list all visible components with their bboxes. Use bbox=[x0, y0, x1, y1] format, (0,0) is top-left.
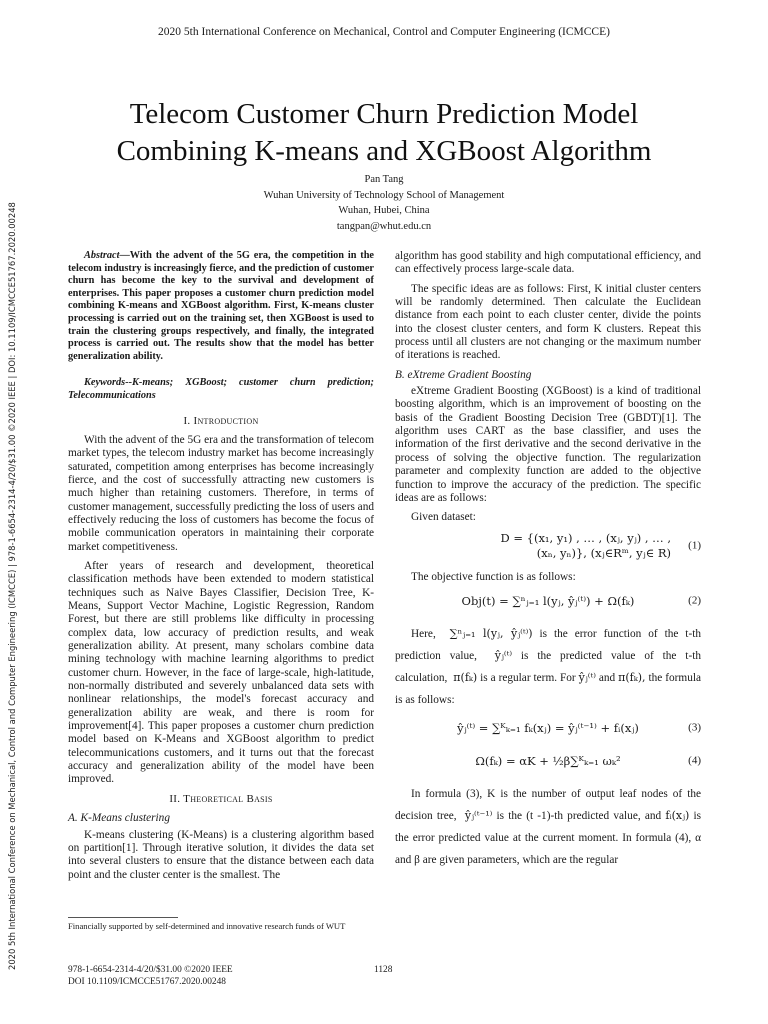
equation-2-body: Obj(t) = ∑ⁿⱼ₌₁ l(yⱼ, ŷⱼ⁽ᵗ⁾) + Ω(fₖ) bbox=[461, 593, 635, 608]
here-math-5: π(fₖ), bbox=[618, 670, 646, 684]
here-math-3: π(fₖ) bbox=[453, 670, 478, 684]
footnote-rule bbox=[68, 917, 178, 918]
left-column bbox=[68, 250, 374, 888]
equation-1-number: (1) bbox=[688, 539, 701, 552]
keywords bbox=[68, 377, 374, 402]
objective-function-intro: The objective function is as follows: bbox=[411, 570, 576, 583]
equation-2 bbox=[395, 590, 701, 613]
author-location: Wuhan, Hubei, China bbox=[338, 205, 430, 216]
final-math-1: ŷⱼ⁽ᵗ⁻¹⁾ bbox=[464, 808, 493, 822]
paper-title bbox=[40, 96, 728, 170]
here-text-2: is the error function of the t-th prediction value, bbox=[395, 627, 701, 662]
equation-4 bbox=[395, 750, 701, 773]
kmeans-ideas-paragraph: The specific ideas are as follows: First, K initial cluster centers will be randomly determined. Then calculate the Euclidean distance from each point to each cluster center, divide the points into the closest cluster centers, and form K clusters. Repeat this process until all clusters are not changing or the maximum number of iterations is reached. bbox=[395, 282, 701, 362]
subsection-heading-xgboost: B. eXtreme Gradient Boosting bbox=[395, 368, 532, 381]
abstract-text: —With the advent of the 5G era, the competition in the telecom industry is increasingly fierce, and the prediction of customer churn has become the key to the survival and development of enterprises. This paper proposes a customer churn prediction model combining K-means and XGBoost algorithm. First, K-means cluster processing is carried out on the training set, then XGBoost is used to train the clustering groups respectively, and finally, the integrated process is carried out. The results show that the model has better generalization ability. bbox=[68, 250, 374, 362]
final-text-1: In formula (3), K is the number of output leaf nodes of the decision tree, bbox=[395, 787, 701, 822]
title-line-2: Combining K-means and XGBoost Algorithm bbox=[116, 135, 652, 167]
section-heading-theoretical-basis: II. Theoretical Basis bbox=[169, 792, 273, 805]
page-number: 1128 bbox=[374, 965, 393, 975]
abstract bbox=[68, 250, 374, 363]
here-math-4: ŷⱼ⁽ᵗ⁾ bbox=[578, 670, 596, 684]
here-math-1: ∑ⁿⱼ₌₁ l(yⱼ, ŷⱼ⁽ᵗ⁾) bbox=[449, 626, 533, 640]
doi-line: DOI 10.1109/ICMCCE51767.2020.00248 bbox=[68, 976, 226, 987]
copyright-block bbox=[68, 965, 233, 988]
here-math-2: ŷⱼ⁽ᵗ⁾ bbox=[494, 648, 513, 662]
equation-2-number: (2) bbox=[688, 594, 701, 607]
keywords-lead: Keywords-- bbox=[84, 377, 133, 389]
kmeans-paragraph: K-means clustering (K-Means) is a clustering algorithm based on partition[1]. Through iterative solution, it divides the data set into several clusters to ensure that the distance between each data point and the cluster center is the smallest. The bbox=[68, 828, 374, 881]
final-text-2: is the (t -1)-th predicted value, and bbox=[492, 809, 662, 822]
equation-1 bbox=[395, 531, 701, 561]
author-affiliation: Wuhan University of Technology School of Management bbox=[263, 189, 505, 201]
footnote: Financially supported by self-determined and innovative research funds of WUT bbox=[68, 921, 346, 931]
equation-3-number: (3) bbox=[688, 721, 701, 734]
equation-1-line-1: D = {(x₁, y₁) , … , (xⱼ, yⱼ) , … , bbox=[500, 530, 671, 545]
abstract-lead: Abstract bbox=[84, 250, 120, 261]
intro-paragraph-2: After years of research and development, theoretical classification methods have been extended to modern statistical techniques such as Naive Bayes Classifier, Decision Tree, K-Means, Support Vector Machine, Logistic Regression, Random Forest, but there are still problems like difficulty in processing complex data, low accuracy of prediction results, and weak generalization ability. At present, many scholars combine data mining technology with machine learning algorithms to predict customer churn. However, in the face of large-scale, high-latitude, non-normally distributed and severely unbalanced data sets with nonlinear relationships, the model's forecast accuracy and generalization ability are weak, and there is room for improvement[4]. This paper proposes a customer churn prediction model based on K-Means and XGBoost algorithm to predict telecommunications customers, and it turns out that the forecast accuracy and generalization ability of the model have been improved. bbox=[68, 559, 374, 786]
final-text-3: is the error predicted value at the current moment. In formula (4), α and β are given parameters, which are the regular bbox=[395, 809, 701, 866]
equation-4-number: (4) bbox=[688, 754, 701, 767]
right-column bbox=[395, 250, 701, 877]
given-dataset-label: Given dataset: bbox=[411, 511, 476, 524]
section-heading-introduction: I. Introduction bbox=[183, 414, 259, 427]
conference-header: 2020 5th International Conference on Mechanical, Control and Computer Engineering (ICMCCE) bbox=[158, 26, 610, 38]
leaf-nodes-paragraph bbox=[395, 783, 701, 871]
author-email[interactable]: tangpan@whut.edu.cn bbox=[336, 220, 432, 232]
title-line-1: Telecom Customer Churn Prediction Model bbox=[129, 98, 639, 130]
author-block bbox=[0, 172, 768, 234]
copyright-line-1: 978-1-6654-2314-4/20/$31.00 ©2020 IEEE bbox=[68, 965, 233, 975]
intro-paragraph-1: With the advent of the 5G era and the transformation of telecom market types, the telecom industry market has become increasingly saturated, competition among enterprises has become increasingly fierce, and the cost of successfully attracting new customers is much higher than retaining customers. Therefore, in terms of customer management, successfully predicting the loss of users and effectively reducing the loss of customers has become the focus of mobile communication operators in maintaining their corporate market competitiveness. bbox=[68, 433, 374, 553]
xgboost-paragraph: eXtreme Gradient Boosting (XGBoost) is a kind of traditional boosting algorithm, which is an improvement of boosting on the basis of the Gradient Boosting Decision Tree (GBDT)[1]. The algorithm uses CART as the base classifier, and uses the information of the first derivative and the second derivative in the process of solving the objective function. The regularization parameter and complexity function are added to the objective function to improve the accuracy of the prediction. The specific ideas are as follows: bbox=[395, 385, 701, 504]
final-math-2: fᵢ(xⱼ) bbox=[665, 808, 690, 822]
keywords-text: K-means; XGBoost; customer churn prediction; Telecommunications bbox=[68, 377, 374, 401]
here-text-3: is the predicted value of the t-th calculation, bbox=[395, 649, 701, 684]
here-text-1: Here, bbox=[411, 627, 436, 640]
here-text-5: and bbox=[595, 671, 616, 684]
side-citation-strip: 2020 5th International Conference on Mechanical, Control and Computer Engineering (ICMCCE) | 978-1-6654-2314-4/20/$31.00 ©2020 IEEE | DOI: 10.1109/ICMCCE51767.2020.00248 bbox=[7, 202, 17, 970]
kmeans-continued-paragraph: algorithm has good stability and high computational efficiency, and can effectively process large-scale data. bbox=[395, 250, 701, 276]
equation-4-body: Ω(fₖ) = αK + ½β∑ᴷₖ₌₁ ωₖ² bbox=[475, 753, 621, 768]
author-name: Pan Tang bbox=[364, 174, 404, 185]
here-text-6: the formula is as follows: bbox=[395, 671, 701, 706]
error-function-paragraph bbox=[395, 623, 701, 711]
equation-3 bbox=[395, 717, 701, 740]
equation-3-body: ŷⱼ⁽ᵗ⁾ = ∑ᴷₖ₌₁ fₖ(xⱼ) = ŷⱼ⁽ᵗ⁻¹⁾ + fᵢ(xⱼ) bbox=[457, 720, 639, 735]
equation-1-line-2: (xₙ, yₙ)}, (xⱼ∈Rᵐ, yⱼ∈ R) bbox=[536, 545, 671, 560]
subsection-heading-kmeans: A. K-Means clustering bbox=[68, 812, 170, 825]
here-text-4: is a regular term. For bbox=[477, 671, 576, 684]
